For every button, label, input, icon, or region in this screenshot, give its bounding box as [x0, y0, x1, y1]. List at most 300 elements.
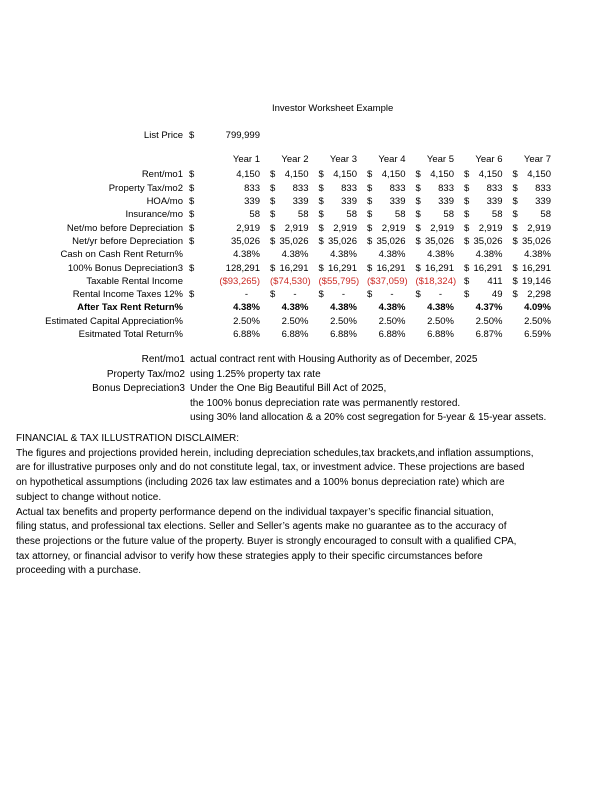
table-cell: [311, 223, 360, 234]
table-cell: [311, 316, 360, 327]
currency-symbol: $: [415, 169, 421, 181]
currency-symbol: $: [318, 196, 324, 208]
disclaimer-line: are for illustrative purposes only and do not constitute legal, tax, or investment advice. These projections are based: [16, 462, 525, 474]
table-cell: [262, 316, 311, 327]
footnote-text: using 1.25% property tax rate: [190, 368, 321, 380]
list-price-label: List Price: [143, 130, 183, 141]
worksheet-table: [20, 153, 553, 341]
currency-symbol: $: [318, 209, 324, 221]
table-cell: [505, 289, 554, 300]
cell-value: ($93,265): [219, 275, 260, 287]
currency-symbol: $: [270, 289, 276, 301]
cell-value: 35,026: [376, 235, 406, 247]
currency-symbol: $: [415, 262, 421, 274]
table-cell: [408, 263, 457, 274]
list-price-row: [20, 129, 262, 142]
table-row: [20, 315, 553, 328]
table-cell: [359, 223, 408, 234]
cell-value: 4,150: [478, 169, 503, 181]
table-cell: [311, 289, 360, 300]
currency-symbol: $: [464, 222, 470, 234]
cell-value: 6.88%: [233, 329, 260, 340]
cell-value: 2,919: [284, 222, 309, 234]
cell-value: 2.50%: [233, 315, 260, 327]
cell-value: 4.38%: [475, 249, 503, 261]
cell-value: 58: [394, 209, 406, 221]
table-cell: [456, 316, 505, 327]
cell-value: 4.38%: [427, 302, 454, 314]
cell-value: 833: [486, 182, 503, 194]
column-header: Year 5: [426, 154, 454, 166]
footnote-line: [20, 353, 546, 368]
cell-value: 339: [535, 196, 551, 208]
cell-value: 4,150: [381, 169, 406, 181]
currency-symbol: $: [270, 209, 276, 221]
table-cell: [505, 249, 554, 260]
table-row: [20, 328, 553, 341]
table-row: [20, 301, 553, 314]
footnote-line: [20, 368, 546, 383]
table-cell: [359, 263, 408, 274]
table-cell: [359, 329, 408, 340]
cell-value: 16,291: [376, 262, 406, 274]
currency-symbol: $: [367, 222, 373, 234]
row-label: Estimated Capital Appreciation%: [45, 315, 183, 327]
cell-value: 58: [491, 209, 503, 221]
table-row: [20, 168, 553, 181]
row-label: 100% Bonus Depreciation3: [67, 262, 183, 274]
currency-symbol: $: [189, 289, 195, 301]
disclaimer-line: Actual tax benefits and property performance depend on the individual taxpayer’s specific financial situation,: [16, 506, 494, 518]
cell-value: 2,919: [236, 222, 260, 234]
table-cell: [183, 223, 262, 234]
list-price-value: 799,999: [225, 130, 260, 141]
cell-value: 2,919: [333, 222, 357, 234]
table-cell: [183, 236, 262, 247]
table-cell: [262, 169, 311, 180]
cell-value: ($55,795): [318, 275, 360, 287]
cell-value: 4.38%: [233, 302, 260, 314]
disclaimer-line: proceeding with a purchase.: [16, 565, 142, 577]
cell-value: 4,150: [430, 169, 454, 181]
cell-value: 833: [292, 182, 309, 194]
footnote-line: [20, 397, 546, 412]
table-row: [20, 195, 553, 208]
table-cell: [262, 209, 311, 220]
row-label: Rent/mo1: [141, 169, 183, 181]
row-label: Taxable Rental Income: [86, 275, 183, 287]
table-cell: [359, 236, 408, 247]
cell-value: 2,919: [381, 222, 406, 234]
table-cell: [505, 169, 554, 180]
cell-value: 833: [535, 182, 551, 194]
table-cell: [183, 209, 262, 220]
cell-value: 411: [487, 275, 503, 287]
cell-value: 4,150: [284, 169, 309, 181]
table-cell: [311, 196, 360, 207]
table-cell: [456, 302, 505, 313]
currency-symbol: $: [512, 275, 518, 287]
cell-value: 35,026: [473, 235, 503, 247]
cell-value: 339: [389, 196, 406, 208]
currency-symbol: $: [189, 235, 195, 247]
cell-value: 58: [346, 209, 357, 221]
currency-symbol: $: [189, 196, 195, 208]
currency-symbol: $: [367, 169, 373, 181]
cell-value: 2.50%: [427, 315, 454, 327]
currency-symbol: $: [318, 169, 324, 181]
cell-value: 833: [389, 182, 406, 194]
cell-value: 16,291: [473, 262, 503, 274]
table-cell: [262, 329, 311, 340]
table-cell: [183, 276, 262, 287]
cell-value: 2.50%: [330, 315, 357, 327]
table-cell: [262, 223, 311, 234]
table-cell: [183, 196, 262, 207]
column-header: Year 4: [378, 154, 406, 166]
currency-symbol: $: [318, 235, 324, 247]
footnote-line: [20, 382, 546, 397]
cell-value: 58: [297, 209, 309, 221]
cell-value: 6.88%: [330, 329, 357, 340]
table-cell: [505, 329, 554, 340]
row-label: Rental Income Taxes 12%: [72, 289, 183, 301]
cell-value: 4.38%: [524, 249, 551, 261]
currency-symbol: $: [512, 262, 518, 274]
footnote-text: actual contract rent with Housing Authority as of December, 2025: [190, 354, 478, 365]
footnote-text: the 100% bonus depreciation rate was permanently restored.: [190, 397, 461, 409]
cell-value: 16,291: [327, 262, 357, 274]
row-label: Net/yr before Depreciation: [72, 235, 183, 247]
currency-symbol: $: [367, 196, 373, 208]
cell-value: 2.50%: [378, 315, 406, 327]
footnote-text: Under the One Big Beautiful Bill Act of 2025,: [190, 383, 387, 395]
table-cell: [408, 209, 457, 220]
cell-value: 35,026: [424, 235, 454, 247]
currency-symbol: $: [318, 182, 324, 194]
table-cell: [359, 196, 408, 207]
currency-symbol: $: [512, 209, 518, 221]
table-cell: [505, 183, 554, 194]
disclaimer-line: subject to change without notice.: [16, 491, 162, 503]
table-cell: [456, 209, 505, 220]
cell-value: 58: [443, 209, 454, 221]
cell-value: 2,919: [430, 222, 454, 234]
cell-value: 4,150: [236, 169, 260, 181]
row-label: Cash on Cash Rent Return%: [60, 249, 183, 261]
table-cell: [311, 329, 360, 340]
cell-value: -: [244, 289, 248, 301]
table-header-row: [20, 153, 553, 166]
table-row: [20, 261, 553, 274]
table-cell: [311, 169, 360, 180]
disclaimer-section: [16, 432, 534, 579]
table-cell: [311, 183, 360, 194]
row-label: Property Tax/mo2: [108, 182, 183, 194]
table-row: [20, 235, 553, 248]
cell-value: 339: [486, 196, 503, 208]
table-cell: [262, 263, 311, 274]
table-cell: [505, 276, 554, 287]
cell-value: 4.38%: [281, 249, 309, 261]
currency-symbol: $: [367, 182, 373, 194]
currency-symbol: $: [367, 289, 373, 301]
table-cell: [408, 289, 457, 300]
table-cell: [311, 263, 360, 274]
table-cell: [408, 223, 457, 234]
currency-symbol: $: [512, 182, 518, 194]
table-cell: [311, 209, 360, 220]
table-cell: [183, 289, 262, 300]
cell-value: 833: [244, 182, 260, 194]
cell-value: 35,026: [327, 235, 357, 247]
table-cell: [505, 316, 554, 327]
currency-symbol: $: [415, 222, 421, 234]
currency-symbol: $: [512, 196, 518, 208]
table-cell: [183, 169, 262, 180]
currency-symbol: $: [189, 169, 195, 181]
table-cell: [456, 289, 505, 300]
cell-value: 4.38%: [378, 249, 406, 261]
footnotes-section: [20, 353, 546, 426]
currency-symbol: $: [367, 262, 373, 274]
table-cell: [183, 183, 262, 194]
currency-symbol: $: [464, 209, 470, 221]
table-cell: [311, 236, 360, 247]
table-cell: [262, 289, 311, 300]
footnote-line: [20, 411, 546, 426]
table-cell: [456, 249, 505, 260]
currency-symbol: $: [270, 222, 276, 234]
cell-value: 19,146: [521, 275, 551, 287]
row-label: Esitmated Total Return%: [78, 329, 183, 340]
row-label: Insurance/mo: [125, 209, 183, 221]
table-cell: [456, 223, 505, 234]
cell-value: -: [293, 289, 297, 301]
cell-value: 4.38%: [233, 249, 260, 261]
cell-value: 128,291: [225, 262, 260, 274]
table-cell: [359, 316, 408, 327]
currency-symbol: $: [464, 262, 470, 274]
cell-value: 2,298: [527, 289, 551, 301]
table-cell: [505, 236, 554, 247]
table-cell: [262, 302, 311, 313]
currency-symbol: $: [318, 222, 324, 234]
table-cell: [183, 263, 262, 274]
table-cell: [262, 249, 311, 260]
currency-symbol: $: [512, 222, 518, 234]
cell-value: 4.38%: [427, 249, 454, 261]
table-cell: [262, 196, 311, 207]
disclaimer-line: The figures and projections provided herein, including depreciation schedules,tax brackets,and inflation assumptions,: [16, 447, 534, 459]
table-cell: [408, 249, 457, 260]
table-cell: [505, 223, 554, 234]
cell-value: 16,291: [424, 262, 454, 274]
currency-symbol: $: [464, 289, 470, 301]
currency-symbol: $: [464, 182, 470, 194]
table-row: [20, 221, 553, 234]
cell-value: 4.09%: [524, 302, 551, 314]
cell-value: 35,026: [521, 235, 551, 247]
cell-value: 833: [438, 182, 454, 194]
footnote-text: using 30% land allocation & a 20% cost segregation for 5-year & 15-year assets.: [190, 412, 547, 424]
currency-symbol: $: [512, 169, 518, 181]
cell-value: 6.88%: [281, 329, 309, 340]
table-cell: [408, 329, 457, 340]
currency-symbol: $: [189, 222, 195, 234]
column-header: Year 3: [329, 154, 357, 166]
table-cell: [505, 263, 554, 274]
table-cell: [359, 249, 408, 260]
table-row: [20, 248, 553, 261]
currency-symbol: $: [415, 182, 421, 194]
table-cell: [408, 169, 457, 180]
table-cell: [408, 316, 457, 327]
table-cell: [311, 302, 360, 313]
currency-symbol: $: [512, 235, 518, 247]
cell-value: 2.50%: [524, 315, 551, 327]
currency-symbol: $: [415, 196, 421, 208]
table-row: [20, 288, 553, 301]
cell-value: ($18,324): [415, 275, 457, 287]
currency-symbol: $: [464, 275, 470, 287]
cell-value: 6.88%: [427, 329, 454, 340]
table-cell: [505, 302, 554, 313]
currency-symbol: $: [189, 209, 195, 221]
cell-value: 4.38%: [378, 302, 406, 314]
column-header: Year 7: [523, 154, 551, 166]
list-price-cell: [183, 130, 262, 141]
table-cell: [408, 196, 457, 207]
table-cell: [359, 276, 408, 287]
table-cell: [408, 276, 457, 287]
table-cell: [359, 302, 408, 313]
cell-value: 35,026: [279, 235, 309, 247]
cell-value: 58: [540, 209, 551, 221]
footnote-label: [20, 411, 185, 426]
table-row: [20, 208, 553, 221]
currency-symbol: $: [367, 235, 373, 247]
currency-symbol: $: [464, 169, 470, 181]
cell-value: 4.38%: [330, 302, 357, 314]
table-cell: [262, 183, 311, 194]
table-cell: [456, 169, 505, 180]
cell-value: 58: [249, 209, 260, 221]
table-cell: [505, 196, 554, 207]
cell-value: ($37,059): [367, 275, 408, 287]
cell-value: 16,291: [521, 262, 551, 274]
currency-symbol: $: [189, 130, 195, 141]
table-cell: [359, 209, 408, 220]
currency-symbol: $: [512, 289, 518, 301]
cell-value: 6.59%: [524, 329, 551, 340]
cell-value: ($74,530): [270, 275, 311, 287]
cell-value: 6.88%: [378, 329, 406, 340]
table-row: [20, 275, 553, 288]
currency-symbol: $: [270, 169, 276, 181]
column-header: Year 6: [475, 154, 503, 166]
cell-value: 339: [244, 196, 260, 208]
footnote-label: [20, 397, 185, 412]
cell-value: 833: [341, 182, 357, 194]
cell-value: 2,919: [478, 222, 503, 234]
column-header: Year 1: [232, 154, 260, 166]
row-label: HOA/mo: [146, 196, 183, 208]
table-cell: [311, 276, 360, 287]
table-cell: [408, 302, 457, 313]
disclaimer-line: these projections or the future value of the property. Buyer is strongly encouraged to consult with a qualified CPA,: [16, 535, 517, 547]
cell-value: 4.38%: [281, 302, 309, 314]
cell-value: 2.50%: [281, 315, 309, 327]
currency-symbol: $: [367, 209, 373, 221]
footnote-label: Bonus Depreciation3: [92, 383, 185, 395]
table-cell: [359, 289, 408, 300]
row-label: Net/mo before Depreciation: [66, 222, 183, 234]
currency-symbol: $: [270, 235, 276, 247]
table-cell: [456, 196, 505, 207]
footnote-label: Rent/mo1: [141, 354, 185, 365]
cell-value: 2,919: [527, 222, 551, 234]
cell-value: 4,150: [527, 169, 551, 181]
table-cell: [262, 236, 311, 247]
disclaimer-line: on hypothetical assumptions (including 2026 tax law estimates and a 100% bonus depreciation rate) which are: [16, 477, 505, 489]
cell-value: 2.50%: [475, 315, 503, 327]
page-title: Investor Worksheet Example: [272, 103, 394, 114]
currency-symbol: $: [464, 196, 470, 208]
cell-value: 4,150: [333, 169, 357, 181]
cell-value: 35,026: [230, 235, 260, 247]
currency-symbol: $: [464, 235, 470, 247]
cell-value: 6.87%: [475, 329, 503, 340]
table-cell: [456, 236, 505, 247]
cell-value: 16,291: [279, 262, 309, 274]
table-cell: [183, 316, 262, 327]
column-header: Year 2: [281, 154, 309, 166]
disclaimer-line: filing status, and professional tax elections. Seller and Seller’s agents make no guarantee as to the accuracy of: [16, 521, 507, 533]
cell-value: 339: [438, 196, 454, 208]
table-cell: [505, 209, 554, 220]
cell-value: 49: [491, 289, 503, 301]
disclaimer-line: tax attorney, or financial advisor to verify how these strategies apply to their specific circumstances before: [16, 550, 483, 562]
cell-value: -: [438, 289, 442, 301]
table-cell: [359, 183, 408, 194]
table-cell: [408, 183, 457, 194]
currency-symbol: $: [270, 196, 276, 208]
cell-value: 339: [341, 196, 357, 208]
table-cell: [262, 276, 311, 287]
table-row: [20, 182, 553, 195]
currency-symbol: $: [270, 182, 276, 194]
cell-value: -: [341, 289, 345, 301]
currency-symbol: $: [415, 209, 421, 221]
table-cell: [456, 263, 505, 274]
cell-value: 4.37%: [475, 302, 503, 314]
cell-value: 339: [292, 196, 309, 208]
table-cell: [456, 183, 505, 194]
cell-value: 4.38%: [330, 249, 357, 261]
cell-value: -: [390, 289, 394, 301]
currency-symbol: $: [189, 262, 195, 274]
currency-symbol: $: [270, 262, 276, 274]
table-cell: [311, 249, 360, 260]
footnote-label: Property Tax/mo2: [106, 368, 185, 380]
table-cell: [408, 236, 457, 247]
table-cell: [183, 329, 262, 340]
row-label: After Tax Rent Return%: [77, 302, 183, 314]
disclaimer-heading: FINANCIAL & TAX ILLUSTRATION DISCLAIMER:: [16, 433, 240, 444]
table-cell: [359, 169, 408, 180]
table-cell: [183, 302, 262, 313]
